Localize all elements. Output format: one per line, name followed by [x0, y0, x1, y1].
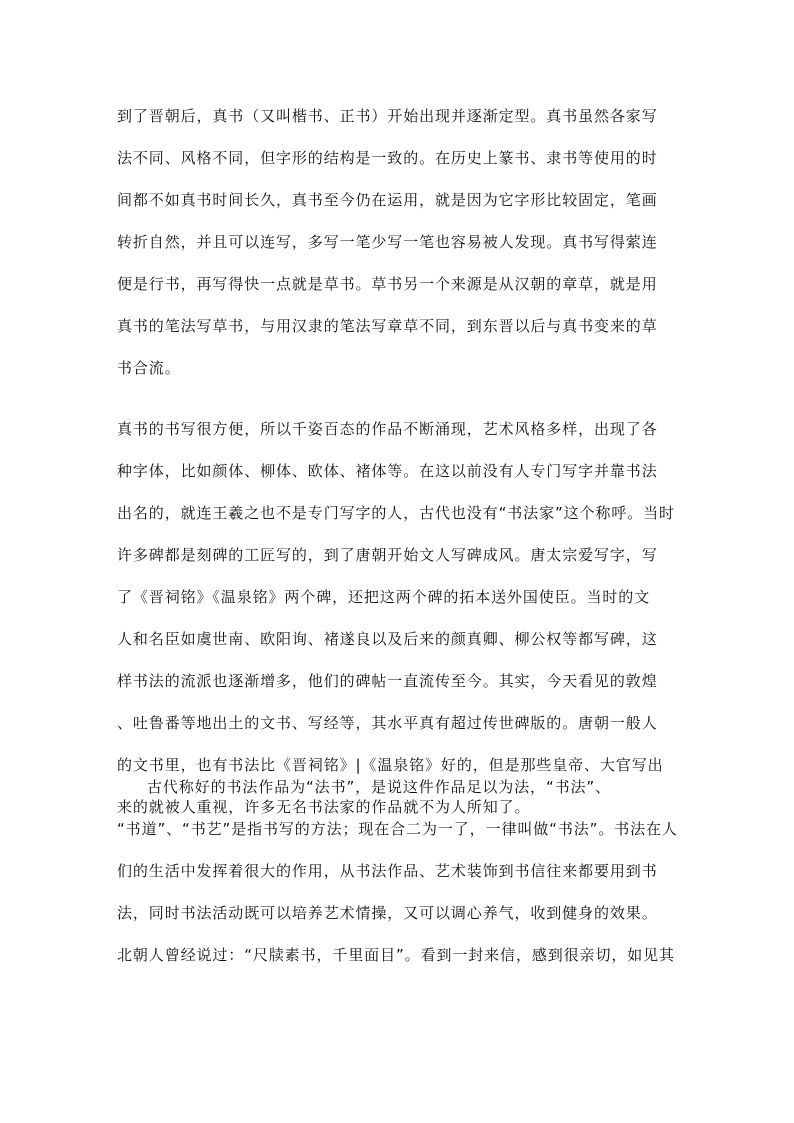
text-line: 便是行书，再写得快一点就是草书。草书另一个来源是从汉朝的章草，就是用 — [117, 275, 658, 293]
text-line: 到了晋朝后，真书（又叫楷书、正书）开始出现并逐渐定型。真书虽然各家写 — [117, 107, 658, 125]
text-line: 真书的笔法写草书，与用汉隶的笔法写章草不同，到东晋以后与真书变来的草 — [117, 317, 658, 335]
text-line: 法不同、风格不同，但字形的结构是一致的。在历史上篆书、隶书等使用的时 — [117, 149, 658, 167]
text-line: 的文书里，也有书法比《晋祠铭》|《温泉铭》好的，但是那些皇帝、大官写出 — [117, 756, 664, 774]
text-line: 出名的，就连王羲之也不是专门写字的人，古代也没有“书法家”这个称呼。当时 — [117, 504, 675, 522]
text-line: 种字体，比如颜体、柳体、欧体、褚体等。在这以前没有人专门写字并靠书法 — [117, 462, 658, 480]
text-line: 人和名臣如虞世南、欧阳询、褚遂良以及后来的颜真卿、柳公权等都写碑，这 — [117, 630, 658, 648]
text-line: 转折自然，并且可以连写，多写一笔少写一笔也容易被人发现。真书写得萦连 — [117, 233, 658, 251]
text-line: 北朝人曾经说过：“尺牍素书，千里面目”。看到一封来信，感到很亲切，如见其 — [117, 946, 675, 964]
paragraph-calligraphy-meaning — [117, 772, 683, 982]
text-line: “书道”、“书艺”是指书写的方法；现在合二为一了，一律叫做“书法”。书法在人 — [117, 820, 678, 838]
text-line: 许多碑都是刻碑的工匠写的，到了唐朝开始文人写碑成风。唐太宗爱写字，写 — [117, 546, 658, 564]
text-line: 、吐鲁番等地出土的文书、写经等，其水平真有超过传世碑版的。唐朝一般人 — [117, 714, 658, 732]
text-line: 书合流。 — [117, 359, 181, 377]
text-line: 们的生活中发挥着很大的作用，从书法作品、艺术装饰到书信往来都要用到书 — [117, 862, 658, 880]
text-line: 法，同时书法活动既可以培养艺术情操，又可以调心养气，收到健身的效果。 — [117, 904, 658, 922]
text-line: 来的就被人重视，许多无名书法家的作品就不为人所知了。 — [117, 798, 531, 816]
text-line: 了《晋祠铭》《温泉铭》两个碑，还把这两个碑的拓本送外国使臣。当时的文 — [117, 588, 651, 606]
text-line: 真书的书写很方便，所以千姿百态的作品不断涌现，艺术风格多样，出现了各 — [117, 420, 658, 438]
text-line: 间都不如真书时间长久，真书至今仍在运用，就是因为它字形比较固定，笔画 — [117, 191, 658, 209]
paragraph-script-evolution — [117, 101, 683, 395]
text-line: 古代称好的书法作品为“法书”，是说这件作品足以为法，“书法”、 — [147, 778, 611, 796]
text-line: 样书法的流派也逐渐增多，他们的碑帖一直流传至今。其实，今天看见的敦煌 — [117, 672, 658, 690]
paragraph-calligraphy-history — [117, 414, 683, 834]
